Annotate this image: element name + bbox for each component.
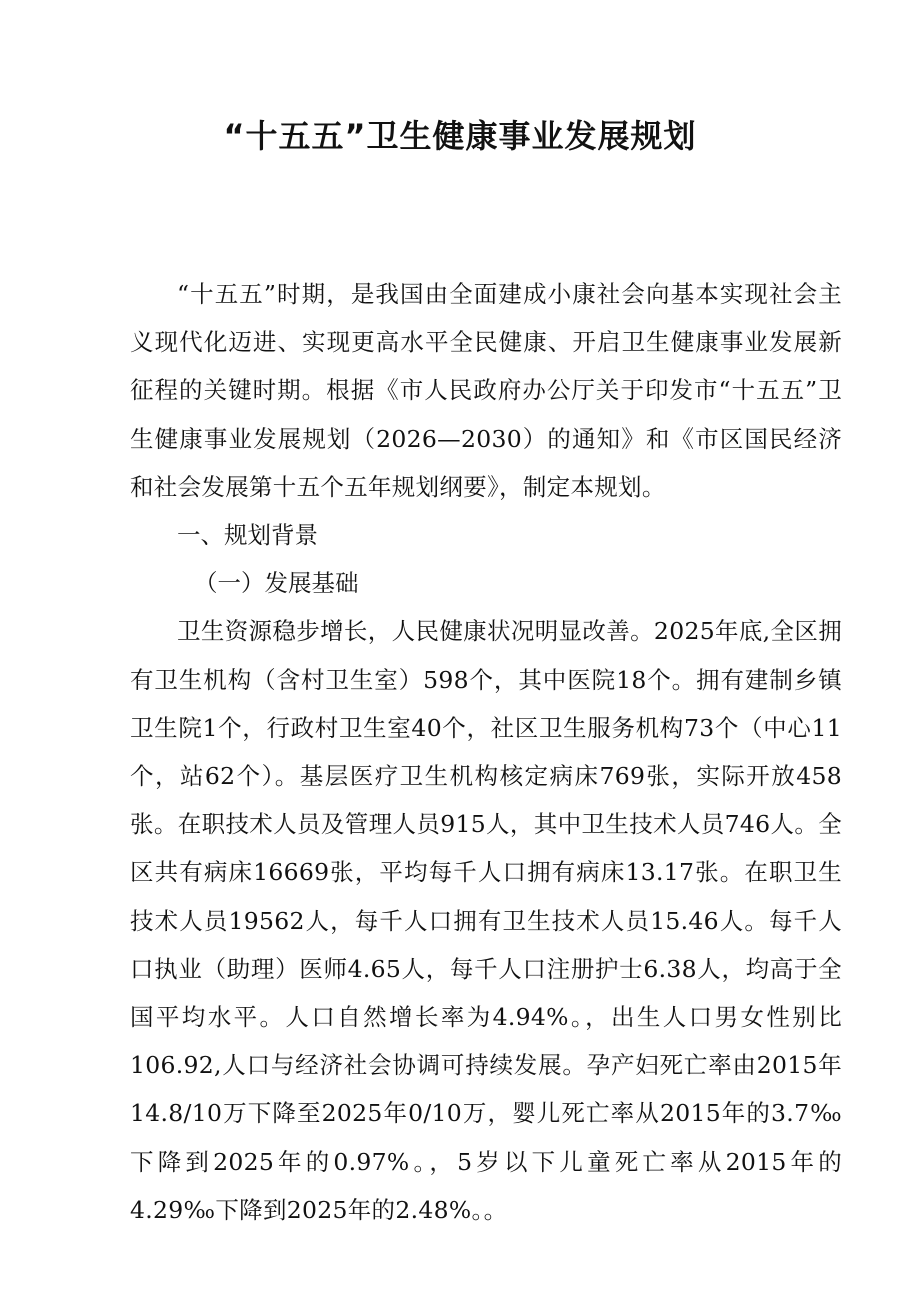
section-heading: 一、规划背景	[177, 521, 318, 550]
intro-paragraph: “十五五”时期，是我国由全面建成小康社会向基本实现社会主义现代化迈进、实现更高水平全民健康、开启卫生健康事业发展新征程的关键时期。根据《市人民政府办公厅关于印发市“十五五”卫生健康事业发展规划（2026—2030）的通知》和《市区国民经济和社会发展第十五个五年规划纲要》，制定本规划。	[130, 280, 842, 501]
document-title: “十五五”卫生健康事业发展规划	[223, 117, 697, 155]
subsection-heading: （一）发展基础	[194, 569, 359, 598]
document-body	[130, 270, 842, 1234]
basis-paragraph: 卫生资源稳步增长，人民健康状况明显改善。2025年底,全区拥有卫生机构（含村卫生室）598个，其中医院18个。拥有建制乡镇卫生院1个，行政村卫生室40个，社区卫生服务机构73个（中心11个，站62个）。基层医疗卫生机构核定病床769张，实际开放458张。在职技术人员及管理人员915人，其中卫生技术人员746人。全区共有病床16669张，平均每千人口拥有病床13.17张。在职卫生技术人员19562人，每千人口拥有卫生技术人员15.46人。每千人口执业（助理）医师4.65人，每千人口注册护士6.38人，均高于全国平均水平。人口自然增长率为4.94%。，出生人口男女性别比106.92,人口与经济社会协调可持续发展。孕产妇死亡率由2015年14.8/10万下降至2025年0/10万，婴儿死亡率从2015年的3.7‰下降到2025年的0.97%。，5岁以下儿童死亡率从2015年的4.29‰下降到2025年的2.48%。。	[130, 617, 842, 1224]
